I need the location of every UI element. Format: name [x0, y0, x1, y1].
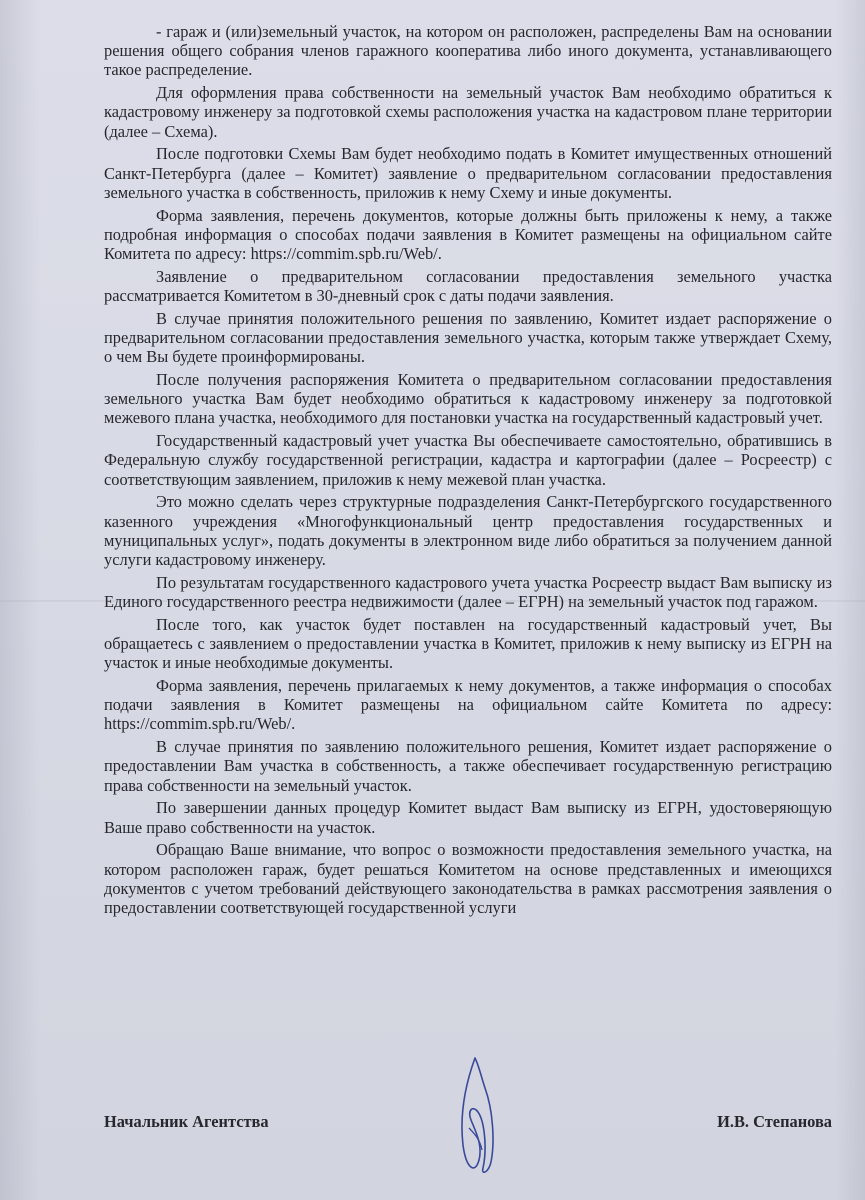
signatory-name: И.В. Степанова	[717, 1112, 832, 1131]
paragraph-positive-decision: В случае принятия положительного решения по заявлению, Комитет издает распоряжение о предварительном согласовании предоставления земельного участка, которым также утверждает Схему, о чем Вы будете проинформированы.	[104, 308, 832, 367]
paragraph-attention-note: Обращаю Ваше внимание, что вопрос о возможности предоставления земельного участка, на котором расположен гараж, будет решаться Комитетом на основе представленных и имеющихся документов с учетом требований действующего законодательства в рамках рассмотрения заявления о предоставлении соответствующей государственной услуги	[104, 840, 832, 918]
paragraph-garage-distribution: - гараж и (или)земельный участок, на котором он расположен, распределены Вам на основании решения общего собрания членов гаражного кооператива либо иного документа, устанавливающего такое распределение.	[104, 22, 832, 80]
paragraph-apply-for-plot: После того, как участок будет поставлен на государственный кадастровый учет, Вы обращаетесь с заявлением о предоставлении участка в Комитет, приложив к нему выписку из ЕГРН на участок и иные необходимые документы.	[104, 614, 832, 673]
letter-body	[104, 22, 832, 921]
paragraph-application-form-info: Форма заявления, перечень документов, которые должны быть приложены к нему, а также подробная информация о способах подачи заявления в Комитет размещены на официальном сайте Комитета по адресу: https://commim.spb.ru/Web/.	[104, 205, 832, 264]
paragraph-cadastral-engineer-scheme: Для оформления права собственности на земельный участок Вам необходимо обратиться к кадастровому инженеру за подготовкой схемы расположения участка на кадастровом плане территории (далее – Схема).	[104, 83, 832, 141]
paragraph-egrn-extract: По результатам государственного кадастрового учета участка Росреестр выдаст Вам выписку из Единого государственного реестра недвижимости (далее – ЕГРН) на земельный участок под гаражом.	[104, 572, 832, 612]
handwritten-signature	[445, 1050, 505, 1180]
paragraph-mfc-submission: Это можно сделать через структурные подразделения Санкт-Петербургского государственного казенного учреждения «Многофункциональный центр предоставления государственных и муниципальных услуг», подать документы в электронном виде либо обратиться за получением данной услуги кадастровому инженеру.	[104, 492, 832, 570]
paragraph-cadastral-registration: Государственный кадастровый учет участка Вы обеспечиваете самостоятельно, обратившись в Федеральную службу государственной регистрации, кадастра и картографии (далее – Росреестр) с соответствующим заявлением, приложив к нему межевой план участка.	[104, 431, 832, 489]
paragraph-ownership-registration: В случае принятия по заявлению положительного решения, Комитет издает распоряжение о предоставлении Вам участка в собственность, а также обеспечивает государственную регистрацию права собственности на земельный участок.	[104, 737, 832, 795]
paragraph-final-extract: По завершении данных процедур Комитет выдаст Вам выписку из ЕГРН, удостоверяющую Ваше право собственности на участок.	[104, 798, 832, 837]
signatory-position: Начальник Агентства	[104, 1112, 269, 1131]
paragraph-boundary-plan: После получения распоряжения Комитета о предварительном согласовании предоставления земельного участка Вам будет необходимо обратиться к кадастровому инженеру за подготовкой межевого плана участка, необходимого для постановки участка на государственный кадастровый учет.	[104, 370, 832, 428]
paragraph-review-period: Заявление о предварительном согласовании предоставления земельного участка рассматривается Комитетом в 30-дневный срок с даты подачи заявления.	[104, 266, 832, 306]
paragraph-submit-application: После подготовки Схемы Вам будет необходимо подать в Комитет имущественных отношений Санкт-Петербурга (далее – Комитет) заявление о предварительном согласовании предоставления земельного участка в собственность, приложив к нему Схему и иные документы.	[104, 144, 832, 202]
paragraph-form-and-documents: Форма заявления, перечень прилагаемых к нему документов, а также информация о способах подачи заявления в Комитет размещены на официальном сайте Комитета по адресу: https://commim.spb.ru/Web/.	[104, 676, 832, 734]
